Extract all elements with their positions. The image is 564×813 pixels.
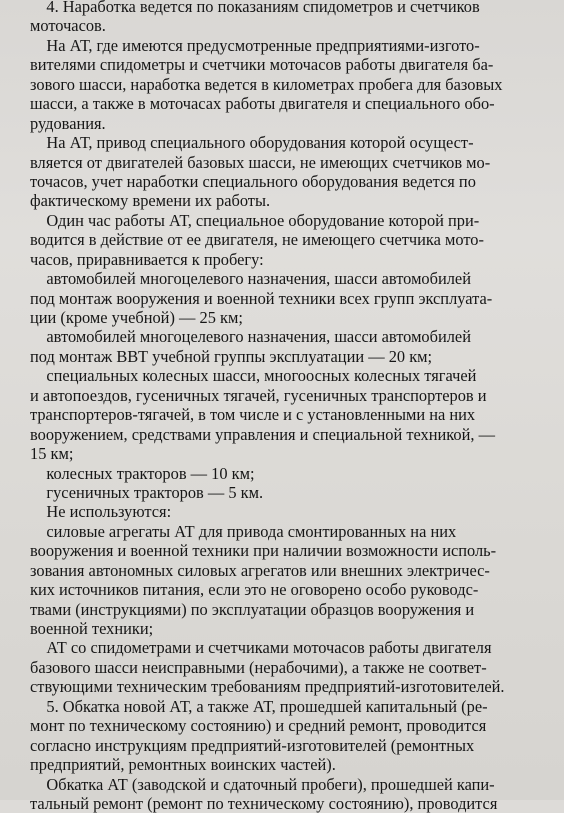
text-line: под монтаж ВВТ учебной группы эксплуатации — 20 км;: [30, 346, 433, 366]
text-line: фактическому времени их работы.: [30, 191, 271, 211]
text-line: колесных тракторов — 10 км;: [30, 463, 255, 483]
text-line: На АТ, где имеются предусмотренные предприятиями-изгото-: [30, 35, 480, 55]
text-line: под монтаж вооружения и военной техники всех групп эксплуата-: [30, 288, 493, 308]
text-line: шасси, а также в моточасах работы двигателя и специального обо-: [30, 94, 495, 114]
text-line: На АТ, привод специального оборудования которой осущест-: [30, 133, 474, 153]
text-line: вооружения и военной техники при наличии возможности исполь-: [30, 541, 497, 561]
text-line: Не используются:: [30, 502, 172, 522]
text-line: транспортеров-тягачей, в том числе и с установленными на них: [30, 405, 476, 425]
text-line: специальных колесных шасси, многоосных колесных тягачей: [30, 366, 477, 386]
text-line: точасов, учет наработки специального оборудования ведется по: [30, 171, 476, 191]
text-line: моточасов.: [30, 16, 106, 36]
text-line: силовые агрегаты АТ для привода смонтированных на них: [30, 521, 457, 541]
text-line: зования автономных силовых агрегатов или внешних электричес-: [30, 560, 490, 580]
text-line: предприятий, ремонтных воинских частей).: [30, 755, 336, 775]
text-line: вооружением, средствами управления и специальной техникой, —: [30, 424, 495, 444]
text-line: военной техники;: [30, 619, 154, 638]
text-line: согласно инструкциям предприятий-изготовителей (ремонтных: [30, 735, 475, 755]
text-line: тальный ремонт (ремонт по техническому состоянию), проводится: [30, 793, 498, 813]
text-line: вителями спидометры и счетчики моточасов работы двигателя ба-: [30, 55, 494, 75]
text-line: гусеничных тракторов — 5 км.: [30, 482, 264, 502]
text-line: зового шасси, наработка ведется в километрах пробега для базовых: [30, 74, 503, 94]
text-line: 5. Обкатка новой АТ, а также АТ, прошедшей капитальный (ре-: [30, 696, 488, 716]
text-line: АТ со спидометрами и счетчиками моточасов работы двигателя: [30, 638, 492, 658]
text-line: ких источников питания, если это не оговорено особо руководс-: [30, 580, 479, 600]
text-line: часов, приравнивается к пробегу:: [30, 249, 264, 269]
text-line: рудования.: [30, 113, 106, 133]
text-line: водится в действие от ее двигателя, не имеющего счетчика мото-: [30, 230, 484, 250]
text-line: вляется от двигателей базовых шасси, не имеющих счетчиков мо-: [30, 152, 491, 172]
text-line: автомобилей многоцелевого назначения, шасси автомобилей: [30, 327, 471, 347]
text-line: ствующими техническим требованиям предприятий-изготовителей.: [30, 677, 505, 697]
text-line: ции (кроме учебной) — 25 км;: [30, 308, 243, 327]
text-line: 4. Наработка ведется по показаниям спидометров и счетчиков: [30, 0, 480, 16]
text-line: монт по техническому состоянию) и средний ремонт, проводится: [30, 716, 487, 736]
text-line: базового шасси неисправными (нерабочими), а также не соответ-: [30, 657, 487, 677]
text-line: Один час работы АТ, специальное оборудование которой при-: [30, 210, 480, 230]
text-line: автомобилей многоцелевого назначения, шасси автомобилей: [30, 269, 471, 289]
text-line: твами (инструкциями) по эксплуатации образцов вооружения и: [30, 599, 475, 619]
text-line: Обкатка АТ (заводской и сдаточный пробеги), прошедшей капи-: [30, 774, 495, 794]
document-body: [30, 0, 550, 813]
text-line: и автопоездов, гусеничных тягачей, гусеничных транспортеров и: [30, 385, 487, 405]
text-line: 15 км;: [30, 444, 74, 464]
